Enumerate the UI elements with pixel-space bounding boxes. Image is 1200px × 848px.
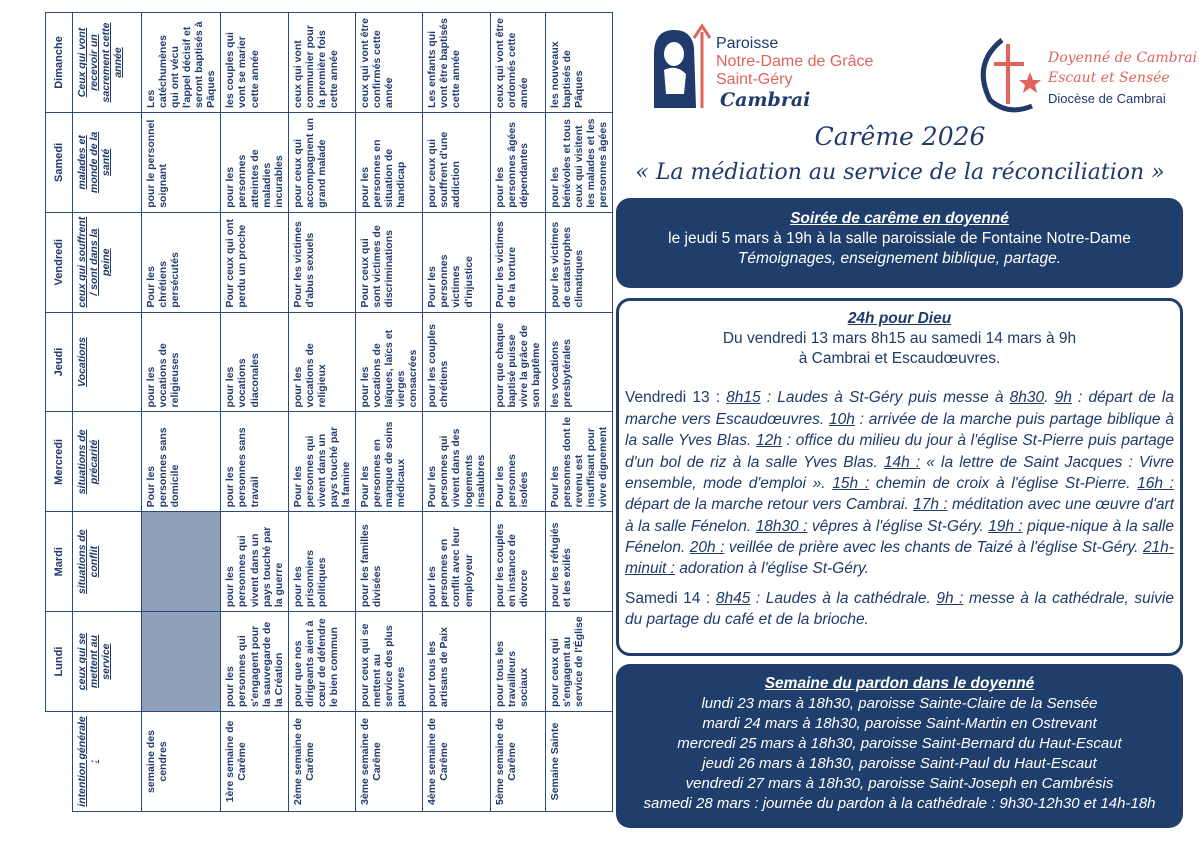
calendar-cell: pour ceux qui accompagnent un grand malade [288, 112, 355, 212]
page-subtitle: « La médiation au service de la réconciliation » [635, 160, 1165, 185]
pardon-line: vendredi 27 mars à 18h30, paroisse Saint-Joseph en Cambrésis [685, 774, 1114, 792]
week-row [490, 13, 545, 812]
schedule-time: 19h : [988, 517, 1023, 535]
calendar-cell: pour les vocations de religieux [288, 312, 355, 412]
day-header: Mardi [46, 512, 73, 612]
logo-doyenne-line2: Escaut et Sensée [1048, 70, 1170, 86]
week-row [142, 13, 221, 812]
calendar-cell: pour tous les travailleurs sociaux [490, 612, 545, 712]
calendar-cell-empty [142, 612, 221, 712]
schedule-text: chemin de croix à l'église St-Pierre. [869, 474, 1138, 492]
calendar-cell: pour ceux qui souffrent d'une addiction [423, 112, 490, 212]
schedule-text: pique-nique à la salle Fénelon. [625, 517, 1174, 557]
calendar-cell: pour les bénévoles et tous ceux qui visitent les malades et les personnes âgées [545, 112, 612, 212]
calendar-cell: Pour les victimes d'abus sexuels [288, 212, 355, 312]
schedule-text: : office du milieu du jour à l'église St-Pierre puis partage d'un bol de riz à la salle Yves Blas. [625, 432, 1174, 471]
intention-row [73, 13, 142, 812]
paroisse-logo [624, 24, 894, 112]
schedule-text: vêpres à l'église St-Géry. [807, 517, 989, 535]
schedule-text: . [1044, 389, 1055, 407]
intention-cell: Vocations [73, 312, 142, 412]
schedule-text: départ de la marche retour vers Cambrai. [625, 496, 914, 514]
calendar-cell: ceux qui vont être ordonnés cette année [490, 13, 545, 113]
week-row [356, 13, 423, 812]
dieu24-box [616, 298, 1183, 656]
day-header: Vendredi [46, 212, 73, 312]
calendar-cell-empty [142, 512, 221, 612]
calendar-cell: pour ceux qui s'engagent au service de l'Église [545, 612, 612, 712]
schedule-text: adoration à l'église St-Géry. [674, 560, 869, 578]
schedule-text: : Laudes à la cathédrale. [750, 589, 937, 607]
schedule-text: : Laudes à St-Géry puis messe à [760, 389, 1010, 407]
calendar-cell: Pour les personnes qui vivent dans des logements insalubres [423, 412, 490, 512]
schedule-text: : arrivée de la marche puis partage biblique à la salle Yves Blas. [625, 410, 1174, 450]
schedule-text: messe à la cathédrale, suivie du partage du café et de la brioche. [625, 589, 1174, 629]
intention-cell: ceux qui se mettent au service [73, 612, 142, 712]
schedule-text: veillée de prière avec les chants de Taizé à l'église St-Géry. [724, 539, 1143, 557]
calendar-cell: pour les personnes âgées dépendantes [490, 112, 545, 212]
lent-calendar-table [45, 12, 613, 812]
intention-cell: situations de précarité [73, 412, 142, 512]
schedule-time: 15h : [832, 474, 870, 492]
intention-cell: Ceux qui vont recevoir un sacrement cette année [73, 13, 142, 113]
schedule-text: méditation avec une œuvre d'art à la salle Fénelon. [625, 496, 1174, 535]
schedule-time: 17h : [913, 496, 948, 514]
schedule-time: 8h45 [715, 589, 751, 607]
calendar-cell: pour les réfugiés et les exilés [545, 512, 612, 612]
calendar-cell: Pour les victimes de la torture [490, 212, 545, 312]
week-label: 1ère semaine de Carême [221, 712, 288, 812]
calendar-cell: les nouveaux baptisés de Pâques [545, 13, 612, 113]
calendar-cell: Pour ceux qui sont victimes de discriminations [356, 212, 423, 312]
calendar-cell: Pour les personnes sans domicile [142, 412, 221, 512]
schedule-time: 8h30 [1009, 389, 1045, 407]
calendar-cell: ceux qui vont être confirmés cette année [356, 13, 423, 113]
header-row [46, 13, 73, 812]
schedule-time: 18h30 : [755, 517, 808, 535]
calendar-cell: pour les couples chrétiens [423, 312, 490, 412]
samedi-label: Samedi 14 : [625, 589, 711, 607]
calendar-cell: les vocations presbytérales [545, 312, 612, 412]
pardon-line: jeudi 26 mars à 18h30, paroisse Saint-Paul du Haut-Escaut [702, 754, 1097, 772]
logo-doyenne-line3: Diocèse de Cambrai [1048, 91, 1166, 106]
calendar-cell: pour les vocations de laïques, laïcs et vierges consacrées [356, 312, 423, 412]
week-label: 5ème semaine de Carême [490, 712, 545, 812]
day-header: Samedi [46, 112, 73, 212]
calendar-cell: pour les vocations diaconales [221, 312, 288, 412]
corner-cell [46, 712, 73, 812]
schedule-text: : départ de la marche vers Escaudœuvres. [625, 389, 1174, 428]
schedule-time: 9h [1054, 389, 1072, 407]
intention-cell: malades et monde de la santé [73, 112, 142, 212]
soiree-line2: Témoignages, enseignement biblique, partage. [737, 250, 1062, 268]
schedule-time: 12h [756, 432, 782, 450]
intention-label: intention générale : [73, 712, 142, 812]
calendar-cell: pour les personnes atteintes de maladies incurables [221, 112, 288, 212]
logo-paroisse-line3: Saint-Géry [716, 71, 793, 88]
day-header: Dimanche [46, 13, 73, 113]
week-label: 4ème semaine de Carême [423, 712, 490, 812]
info-panel [600, 0, 1200, 848]
calendar-rotated [45, 12, 610, 812]
page-title: Carême 2026 [814, 122, 986, 151]
calendar-cell: Pour les chrétiens persécutés [142, 212, 221, 312]
calendar-cell: Pour les personnes dont le revenu est insuffisant pour vivre dignement [545, 412, 612, 512]
dieu24-line2: à Cambrai et Escaudœuvres. [798, 350, 1001, 368]
pardon-line: samedi 28 mars : journée du pardon à la cathédrale : 9h30-12h30 et 14h-18h [643, 794, 1156, 812]
calendar-cell: pour les prisonniers politiques [288, 512, 355, 612]
calendar-cell: pour les personnes qui vivent dans un pays touché par la guerre [221, 512, 288, 612]
pardon-line: mardi 24 mars à 18h30, paroisse Saint-Martin en Ostrevant [702, 715, 1097, 733]
calendar-cell: pour les couples en instance de divorce [490, 512, 545, 612]
calendar-cell: Pour ceux qui ont perdu un proche [221, 212, 288, 312]
pardon-box [616, 664, 1183, 828]
day-header: Jeudi [46, 312, 73, 412]
calendar-cell: Pour les personnes qui vivent dans un pays touché par la famine [288, 412, 355, 512]
calendar-cell: pour les personnes en situation de handicap [356, 112, 423, 212]
calendar-cell: Pour les personnes en manque de soins médicaux [356, 412, 423, 512]
week-row [288, 13, 355, 812]
schedule-time: 10h [828, 410, 855, 428]
calendar-cell: pour que nos dirigeants aient à cœur de défendre le bien commun [288, 612, 355, 712]
schedule-time: 16h : [1137, 474, 1174, 492]
week-label: 2ème semaine de Carême [288, 712, 355, 812]
calendar-cell: les couples qui vont se marier cette année [221, 13, 288, 113]
doyenne-logo [968, 30, 1198, 120]
calendar-cell: Les enfants qui vont être baptisés cette année [423, 13, 490, 113]
calendar-cell: pour le personnel soignant [142, 112, 221, 212]
schedule-text: « la lettre de Saint Jacques : Vivre ensemble, mode d'emploi ». [625, 453, 1174, 492]
calendar-cell: pour les personnes qui s'engagent pour la sauvegarde de la Création [221, 612, 288, 712]
calendar-cell: pour tous les artisans de Paix [423, 612, 490, 712]
vendredi-schedule [625, 389, 1174, 577]
pardon-line: mercredi 25 mars à 18h30, paroisse Saint-Bernard du Haut-Escaut [677, 735, 1122, 753]
week-label: Semaine Sainte [545, 712, 612, 812]
schedule-time: 9h : [936, 589, 964, 607]
logo-paroisse-line2: Notre-Dame de Grâce [716, 53, 874, 70]
vendredi-paragraph [625, 387, 1174, 579]
calendar-cell: pour les victimes de catastrophes climatiques [545, 212, 612, 312]
schedule-time: 20h : [689, 539, 725, 557]
day-header: Lundi [46, 612, 73, 712]
logo-paroisse-line4: Cambrai [720, 89, 811, 111]
soiree-box [616, 198, 1183, 288]
schedule-time: 14h : [883, 453, 921, 471]
pardon-title: Semaine du pardon dans le doyenné [764, 675, 1035, 692]
intention-cell: ceux qui souffrent / sont dans la peine [73, 212, 142, 312]
week-row [221, 13, 288, 812]
calendar-cell: pour les personnes en conflit avec leur employeur [423, 512, 490, 612]
calendar-cell: ceux qui vont communier pour la première fois cette année [288, 13, 355, 113]
logo-doyenne-line1: Doyenné de Cambrai [1048, 50, 1198, 66]
pardon-line: lundi 23 mars à 18h30, paroisse Sainte-Claire de la Sensée [701, 695, 1098, 713]
calendar-cell: pour ceux qui se mettent au service des plus pauvres [356, 612, 423, 712]
calendar-cell: Pour les personnes victimes d'injustice [423, 212, 490, 312]
intention-cell: situations de conflit [73, 512, 142, 612]
schedule-time: 21h-minuit : [625, 539, 1174, 578]
day-header: Mercredi [46, 412, 73, 512]
schedule-time: 8h15 [726, 389, 761, 407]
calendar-cell: Les catéchumènes qui ont vécu l'appel décisif et seront baptisés à Pâques [142, 13, 221, 113]
calendar-cell: pour les personnes sans travail [221, 412, 288, 512]
week-label: 3ème semaine de Carême [356, 712, 423, 812]
dieu24-line1: Du vendredi 13 mars 8h15 au samedi 14 mars à 9h [722, 330, 1077, 348]
soiree-line1: le jeudi 5 mars à 19h à la salle paroissiale de Fontaine Notre-Dame [668, 230, 1131, 248]
calendar-cell: Pour les personnes isolées [490, 412, 545, 512]
soiree-title: Soirée de carême en doyenné [790, 210, 1009, 227]
calendar-cell: pour les familles divisées [356, 512, 423, 612]
dieu24-title: 24h pour Dieu [847, 310, 952, 327]
logo-paroisse-line1: Paroisse [716, 35, 779, 52]
calendar-cell: pour les vocations de religieuses [142, 312, 221, 412]
calendar-cell: pour que chaque baptisé puisse vivre la grâce de son baptême [490, 312, 545, 412]
samedi-paragraph [625, 588, 1174, 631]
week-label: semaine des cendres [142, 712, 221, 812]
vendredi-label: Vendredi 13 : [625, 389, 721, 407]
week-row [423, 13, 490, 812]
